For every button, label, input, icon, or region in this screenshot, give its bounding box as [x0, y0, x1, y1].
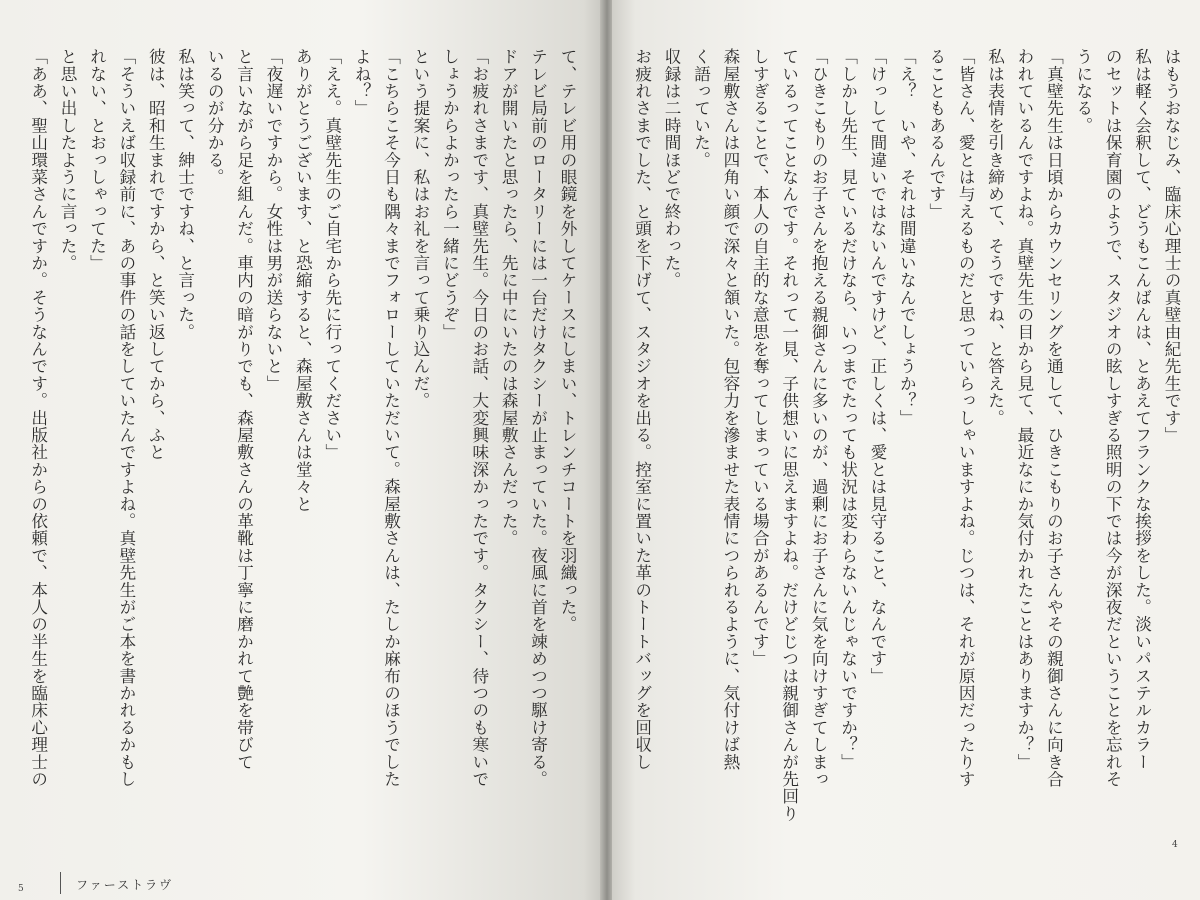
text-line: 「そういえば収録前に、あの事件の話をしていたんですよね。真壁先生がご本を書かれるかもし — [116, 48, 136, 788]
text-line: 「え？ いや、それは間違いなんでしょうか？」 — [897, 48, 917, 427]
text-line: ることもあるんです」 — [926, 48, 946, 220]
text-line: て、テレビ用の眼鏡を外してケースにしまい、トレンチコートを羽織った。 — [558, 48, 577, 633]
text-line: お疲れさまでした、と頭を下げて、スタジオを出る。控室に置いた革のトートバッグを回収し — [632, 48, 652, 771]
text-line: しすぎることで、本人の自主的な意思を奪ってしまっている場合があるんです」 — [750, 48, 770, 668]
text-line: と思い出したように言った。 — [58, 48, 78, 272]
text-line: 「こちらこそ今日も隅々までフォローしていただいて。森屋敷さんは、たしか麻布のほうでした — [381, 48, 401, 788]
text-line: 「けっして間違いではないんですけど、正しくは、愛とは見守ること、なんです」 — [867, 48, 887, 685]
text-line: と言いながら足を組んだ。車内の暗がりでも、森屋敷さんの革靴は丁寧に磨かれて艶を帯びて — [234, 48, 254, 771]
text-line: 森屋敷さんは四角い顔で深々と頷いた。包容力を滲ませた表情につられるように、気付けば熱 — [720, 48, 740, 771]
text-line: しょうからよかったら一緒にどうぞ」 — [440, 48, 460, 341]
text-line: うになる。 — [1073, 48, 1093, 134]
text-line: という提案に、私はお礼を言って乗り込んだ。 — [410, 48, 430, 410]
text-line: 「真壁先生は日頃からカウンセリングを通して、ひきこもりのお子さんやその親御さんに向き合 — [1044, 48, 1064, 788]
text-line: 私は表情を引き締めて、そうですね、と答えた。 — [985, 48, 1005, 427]
text-line: れない、とおっしゃってた」 — [87, 48, 107, 272]
text-line: われているんですよね。真壁先生の目から見て、最近なにか気付かれたことはありますか？」 — [1014, 48, 1034, 771]
text-line: ているってことなんです。それって一見、子供想いに思えますよね。だけどじつは親御さんが先回り — [779, 48, 799, 822]
right-page — [612, 0, 1200, 900]
text-line: 「夜遅いですから。女性は男が送らないと」 — [263, 48, 283, 392]
left-page-text — [16, 48, 582, 884]
text-line: 私は軽く会釈して、どうもこんばんは、とあえてフランクな挨拶をした。淡いパステルカラー — [1132, 48, 1152, 771]
text-line: 「皆さん、愛とは与えるものだと思っていらっしゃいますよね。じつは、それが原因だったりす — [956, 48, 976, 788]
text-line: 「お疲れさまです、真壁先生。今日のお話、大変興味深かったです。タクシー、待つのも寒いで — [469, 48, 489, 788]
text-line: いるのが分かる。 — [205, 48, 225, 186]
text-line: 「ああ、聖山環菜さんですか。そうなんです。出版社からの依頼で、本人の半生を臨床心理士の — [28, 48, 48, 788]
text-line: よね？」 — [352, 48, 372, 117]
text-line: 「ひきこもりのお子さんを抱える親御さんに多いのが、過剰にお子さんに気を向けすぎてしまっ — [809, 48, 829, 788]
text-line: 「しかし先生、見ているだけなら、いつまでたっても状況は変わらないんじゃないですか？」 — [838, 48, 858, 771]
text-line: 「ええ。真壁先生のご自宅から先に行ってください」 — [322, 48, 342, 461]
text-line: く語っていた。 — [691, 48, 711, 169]
text-line: はもうおなじみ、臨床心理士の真壁由紀先生です」 — [1162, 48, 1181, 444]
page-number: 5 — [18, 884, 24, 894]
text-line: ありがとうございます、と恐縮すると、森屋敷さんは堂々と — [293, 48, 313, 513]
text-line: 収録は二時間ほどで終わった。 — [662, 48, 682, 289]
footer-divider — [60, 872, 61, 894]
text-line: 私は笑って、紳士ですね、と言った。 — [175, 48, 195, 341]
text-line: のセットは保育園のようで、スタジオの眩しすぎる照明の下では今が深夜だということを忘れそ — [1103, 48, 1123, 788]
text-line: 彼は、昭和生まれですから、と笑い返してから、ふと — [146, 48, 166, 461]
text-line: テレビ局前のロータリーには一台だけタクシーが止まっていた。夜風に首を竦めつつ駆け寄る。 — [528, 48, 548, 788]
right-page-text — [630, 48, 1186, 884]
page-number: 4 — [1172, 840, 1178, 850]
running-title: ファーストラヴ — [76, 878, 174, 892]
text-line: ドアが開いたと思ったら、先に中にいたのは森屋敷さんだった。 — [499, 48, 519, 547]
